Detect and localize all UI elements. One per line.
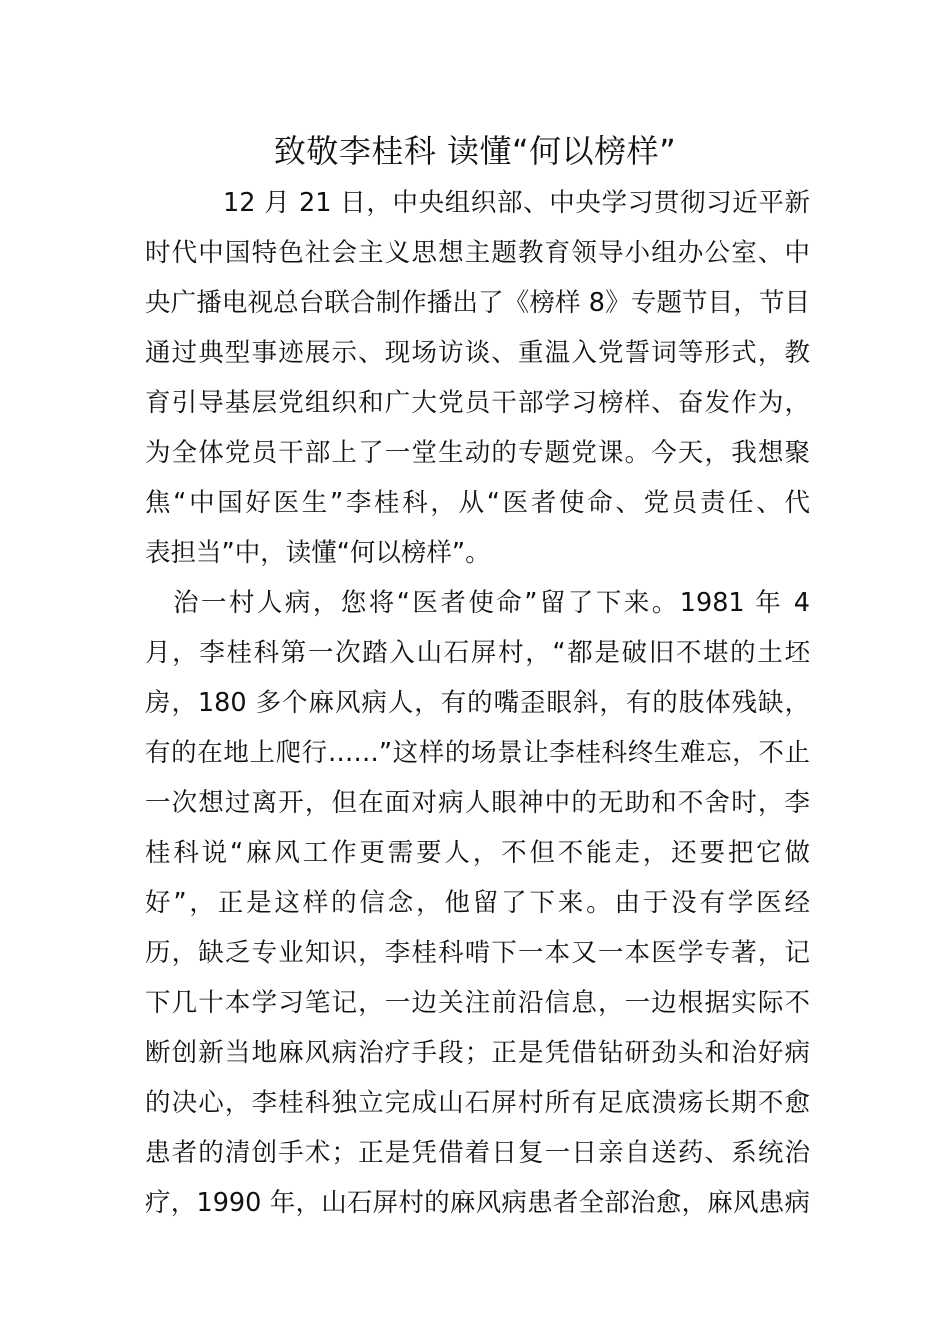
paragraph-line: 疗，1990 年，山石屏村的麻风病患者全部治愈，麻风患病 [145, 1188, 810, 1218]
paragraph-line: 表担当”中，读懂“何以榜样”。 [145, 538, 491, 568]
paragraph-line: 历，缺乏专业知识，李桂科啃下一本又一本医学专著，记 [145, 938, 810, 968]
paragraph-line: 央广播电视总台联合制作播出了《榜样 8》专题节目，节目 [145, 288, 810, 318]
paragraph-line: 12 月 21 日，中央组织部、中央学习贯彻习近平新 [223, 188, 810, 218]
document-body [145, 178, 810, 1228]
paragraph-line: 断创新当地麻风病治疗手段；正是凭借钻研劲头和治好病 [145, 1038, 810, 1068]
document-title: 致敬李桂科 读懂“何以榜样” [273, 132, 677, 170]
paragraph-line: 为全体党员干部上了一堂生动的专题党课。今天，我想聚 [145, 438, 810, 468]
paragraph-line: 有的在地上爬行……”这样的场景让李桂科终生难忘，不止 [145, 738, 810, 768]
paragraph-line: 房，180 多个麻风病人，有的嘴歪眼斜，有的肢体残缺， [145, 688, 810, 718]
paragraph-line: 焦“中国好医生”李桂科，从“医者使命、党员责任、代 [145, 488, 810, 518]
paragraph-line: 月，李桂科第一次踏入山石屏村，“都是破旧不堪的土坯 [145, 638, 810, 668]
paragraph-line: 时代中国特色社会主义思想主题教育领导小组办公室、中 [145, 238, 810, 268]
paragraph-line: 下几十本学习笔记，一边关注前沿信息，一边根据实际不 [145, 988, 810, 1018]
paragraph-line: 一次想过离开，但在面对病人眼神中的无助和不舍时，李 [145, 788, 810, 818]
paragraph-line: 育引导基层党组织和广大党员干部学习榜样、奋发作为， [145, 388, 810, 418]
paragraph-line: 治一村人病，您将“医者使命”留了下来。1981 年 4 [173, 588, 810, 618]
paragraph-line: 通过典型事迹展示、现场访谈、重温入党誓词等形式，教 [145, 338, 810, 368]
paragraph-line: 患者的清创手术；正是凭借着日复一日亲自送药、系统治 [145, 1138, 810, 1168]
paragraph-line: 好”，正是这样的信念，他留了下来。由于没有学医经 [145, 888, 810, 918]
paragraph-line: 的决心，李桂科独立完成山石屏村所有足底溃疡长期不愈 [145, 1088, 810, 1118]
paragraph-line: 桂科说“麻风工作更需要人，不但不能走，还要把它做 [145, 838, 810, 868]
